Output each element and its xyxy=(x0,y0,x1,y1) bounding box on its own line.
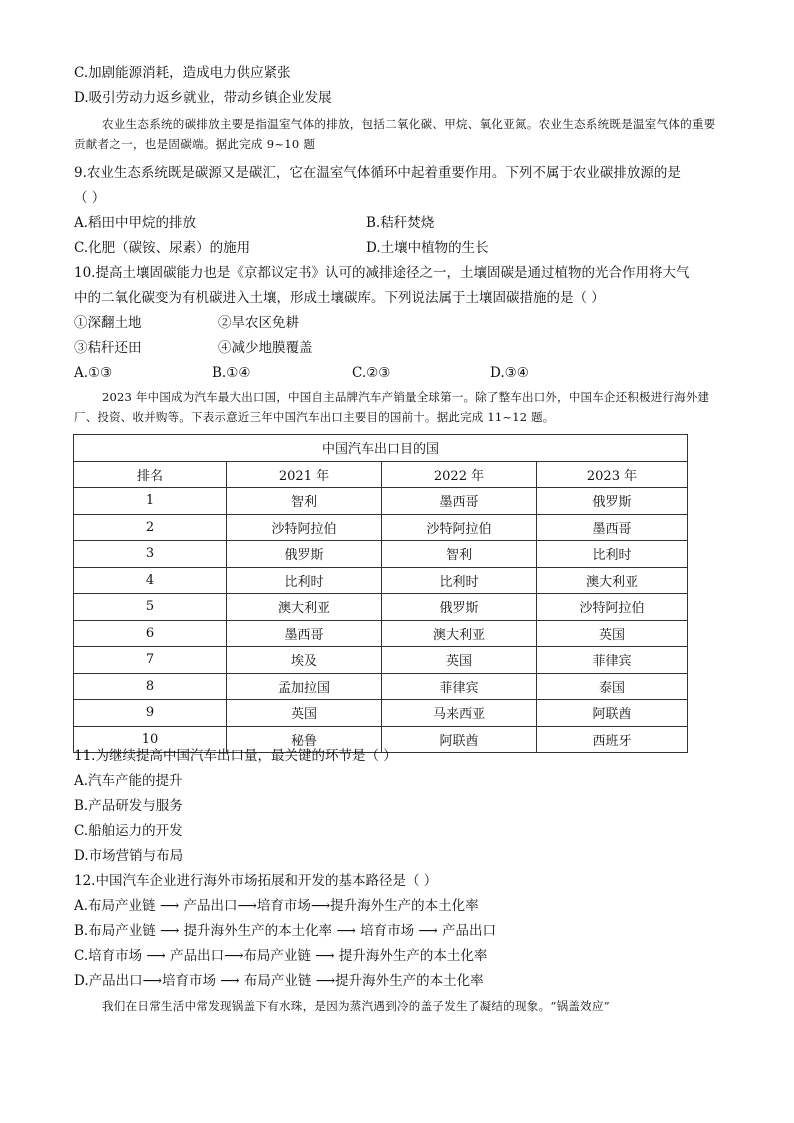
q11-option-b: B.产品研发与服务 xyxy=(74,798,183,814)
q9-option-a: A.稻田中甲烷的排放 xyxy=(74,215,197,231)
table-cell: 马来西亚 xyxy=(382,700,537,727)
q12-option-a: A.布局产业链 ⟶ 产品出口⟶培育市场⟶提升海外生产的本土化率 xyxy=(74,898,479,914)
q10-item-1: ①深翻土地 xyxy=(74,315,142,331)
table-cell: 墨西哥 xyxy=(537,514,688,541)
table-cell: 墨西哥 xyxy=(227,620,382,647)
table-cell: 秘鲁 xyxy=(227,726,382,753)
rank-cell: 10 xyxy=(74,726,227,753)
header-2022: 2022 年 xyxy=(382,461,537,488)
q11-option-a: A.汽车产能的提升 xyxy=(74,773,183,789)
table-cell: 泰国 xyxy=(537,673,688,700)
q9-option-c: C.化肥（碳铵、尿素）的施用 xyxy=(74,240,251,256)
table-cell: 沙特阿拉伯 xyxy=(537,594,688,621)
q11-option-c: C.船舶运力的开发 xyxy=(74,823,183,839)
table-title-row xyxy=(74,435,688,462)
table-cell: 墨西哥 xyxy=(382,488,537,515)
table-row xyxy=(74,594,688,621)
table-cell: 阿联酋 xyxy=(382,726,537,753)
q10-option-d: D.③④ xyxy=(490,365,529,381)
q11-stem: 11.为继续提高中国汽车出口量，最关键的环节是（ ） xyxy=(74,748,397,764)
table-cell: 澳大利亚 xyxy=(382,620,537,647)
rank-cell: 1 xyxy=(74,488,227,515)
q8-option-d: D.吸引劳动力返乡就业，带动乡镇企业发展 xyxy=(74,90,332,106)
rank-cell: 2 xyxy=(74,514,227,541)
table-cell: 俄罗斯 xyxy=(382,594,537,621)
header-2021: 2021 年 xyxy=(227,461,382,488)
table-row xyxy=(74,488,688,515)
header-2023: 2023 年 xyxy=(537,461,688,488)
table-cell: 智利 xyxy=(382,541,537,568)
q10-stem-line2: 中的二氧化碳变为有机碳进入土壤，形成土壤碳库。下列说法属于土壤固碳措施的是（ ） xyxy=(74,290,605,306)
table-cell: 比利时 xyxy=(537,541,688,568)
table-row xyxy=(74,647,688,674)
table-cell: 埃及 xyxy=(227,647,382,674)
q12-option-c: C.培育市场 ⟶ 产品出口⟶布局产业链 ⟶ 提升海外生产的本土化率 xyxy=(74,948,488,964)
table-cell: 西班牙 xyxy=(537,726,688,753)
header-rank: 排名 xyxy=(74,461,227,488)
table-row xyxy=(74,541,688,568)
q10-option-c: C.②③ xyxy=(352,365,391,381)
table-cell: 沙特阿拉伯 xyxy=(382,514,537,541)
table-cell: 俄罗斯 xyxy=(227,541,382,568)
q9-option-b: B.秸秆焚烧 xyxy=(366,215,435,231)
table-row xyxy=(74,673,688,700)
passage-9-10: 农业生态系统的碳排放主要是指温室气体的排放，包括二氧化碳、甲烷、氧化亚氮。农业生态系统既是温室气体的重要贡献者之一，也是固碳端。据此完成 9~10 题 xyxy=(74,117,716,151)
table-cell: 俄罗斯 xyxy=(537,488,688,515)
q10-option-b: B.①④ xyxy=(212,365,251,381)
table-cell: 菲律宾 xyxy=(537,647,688,674)
q9-bracket: （ ） xyxy=(74,190,106,206)
table-cell: 英国 xyxy=(227,700,382,727)
rank-cell: 7 xyxy=(74,647,227,674)
rank-cell: 4 xyxy=(74,567,227,594)
q9-stem: 9.农业生态系统既是碳源又是碳汇，它在温室气体循环中起着重要作用。下列不属于农业碳排放源的是 xyxy=(74,165,681,181)
table-cell: 澳大利亚 xyxy=(227,594,382,621)
table-cell: 英国 xyxy=(382,647,537,674)
passage-11-12: 2023 年中国成为汽车最大出口国，中国自主品牌汽车产销量全球第一。除了整车出口外，中国车企还积极进行海外建厂、投资、收并购等。下表示意近三年中国汽车出口主要目的国前十。据此完成 11~12 题。 xyxy=(74,390,710,424)
q12-stem: 12.中国汽车企业进行海外市场拓展和开发的基本路径是（ ） xyxy=(74,873,438,889)
q12-option-d: D.产品出口⟶培育市场 ⟶ 布局产业链 ⟶提升海外生产的本土化率 xyxy=(74,973,484,989)
q12-option-b: B.布局产业链 ⟶ 提升海外生产的本土化率 ⟶ 培育市场 ⟶ 产品出口 xyxy=(74,923,497,939)
q10-stem-line1: 10.提高土壤固碳能力也是《京都议定书》认可的减排途径之一，土壤固碳是通过植物的光合作用将大气 xyxy=(74,265,690,281)
table-cell: 沙特阿拉伯 xyxy=(227,514,382,541)
table-row xyxy=(74,567,688,594)
rank-cell: 9 xyxy=(74,700,227,727)
rank-cell: 8 xyxy=(74,673,227,700)
q10-item-2: ②旱农区免耕 xyxy=(218,315,299,331)
rank-cell: 5 xyxy=(74,594,227,621)
q9-option-d: D.土壤中植物的生长 xyxy=(366,240,489,256)
export-destination-table xyxy=(73,434,688,753)
table-header-row xyxy=(74,461,688,488)
table-cell: 菲律宾 xyxy=(382,673,537,700)
q10-option-a: A.①③ xyxy=(74,365,113,381)
rank-cell: 3 xyxy=(74,541,227,568)
q10-item-3: ③秸秆还田 xyxy=(74,340,142,356)
table-cell: 澳大利亚 xyxy=(537,567,688,594)
table-cell: 阿联酋 xyxy=(537,700,688,727)
table-cell: 智利 xyxy=(227,488,382,515)
table-title: 中国汽车出口目的国 xyxy=(74,435,688,462)
table-row xyxy=(74,700,688,727)
q10-item-4: ④减少地膜覆盖 xyxy=(218,340,313,356)
q11-option-d: D.市场营销与布局 xyxy=(74,848,184,864)
table-cell: 比利时 xyxy=(227,567,382,594)
table-row xyxy=(74,620,688,647)
rank-cell: 6 xyxy=(74,620,227,647)
passage-next: 我们在日常生活中常发现锅盖下有水珠，是因为蒸汽遇到冷的盖子发生了凝结的现象。“锅盖效应” xyxy=(102,999,610,1013)
table-cell: 比利时 xyxy=(382,567,537,594)
table-row xyxy=(74,514,688,541)
table-cell: 英国 xyxy=(537,620,688,647)
table-cell: 孟加拉国 xyxy=(227,673,382,700)
q8-option-c: C.加剧能源消耗，造成电力供应紧张 xyxy=(74,65,291,81)
